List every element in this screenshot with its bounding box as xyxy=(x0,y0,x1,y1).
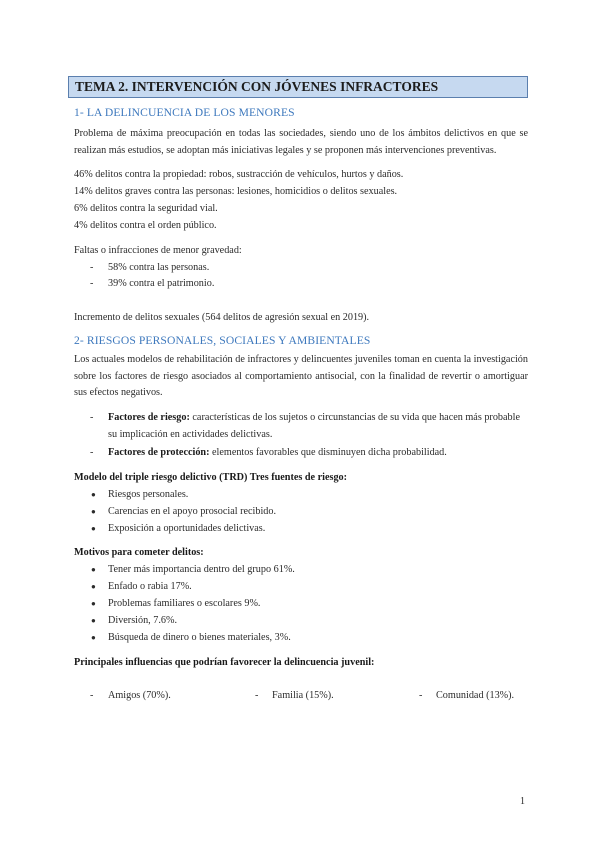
influencia-item: Amigos (70%). xyxy=(108,690,171,701)
stat-line: 46% delitos contra la propiedad: robos, sustracción de vehículos, hurtos y daños. xyxy=(74,169,404,180)
dash-marker: - xyxy=(90,278,94,289)
section2-heading: 2- RIESGOS PERSONALES, SOCIALES Y AMBIENTALES xyxy=(74,334,371,347)
bullet-icon: ● xyxy=(91,565,96,574)
bullet-icon: ● xyxy=(91,507,96,516)
factor-term: Factores de riesgo: xyxy=(108,412,190,423)
motivos-heading: Motivos para cometer delitos: xyxy=(74,547,204,558)
section1-heading: 1- LA DELINCUENCIA DE LOS MENORES xyxy=(74,106,295,119)
factor-text: elementos favorables que disminuyen dicha probabilidad. xyxy=(209,447,447,458)
factor-item xyxy=(108,445,528,462)
section1-intro: Problema de máxima preocupación en todas las sociedades, siendo uno de los ámbitos delictivos en que se realizan más estudios, se adoptan más iniciativas legales y se proponen más intervenciones preventivas. xyxy=(74,128,528,156)
influencias-heading: Principales influencias que podrían favorecer la delincuencia juvenil: xyxy=(74,657,375,668)
motivos-item: Búsqueda de dinero o bienes materiales, 3%. xyxy=(108,632,291,643)
dash-marker: - xyxy=(90,690,94,701)
factor-term: Factores de protección: xyxy=(108,447,210,458)
influencia-item: Familia (15%). xyxy=(272,690,334,701)
dash-marker: - xyxy=(90,447,94,458)
dash-marker: - xyxy=(90,412,94,423)
factor-item xyxy=(108,410,528,443)
document-title: TEMA 2. INTERVENCIÓN CON JÓVENES INFRACTORES xyxy=(68,76,528,98)
bullet-icon: ● xyxy=(91,599,96,608)
trd-item: Exposición a oportunidades delictivas. xyxy=(108,523,266,534)
stat-line: 4% delitos contra el orden público. xyxy=(74,220,217,231)
dash-marker: - xyxy=(419,690,423,701)
stat-line: 14% delitos graves contra las personas: lesiones, homicidios o delitos sexuales. xyxy=(74,186,398,197)
faltas-item: 39% contra el patrimonio. xyxy=(108,278,215,289)
dash-marker: - xyxy=(255,690,259,701)
motivos-item: Diversión, 7.6%. xyxy=(108,615,178,626)
bullet-icon: ● xyxy=(91,633,96,642)
trd-item: Riesgos personales. xyxy=(108,489,189,500)
increment-note: Incremento de delitos sexuales (564 delitos de agresión sexual en 2019). xyxy=(74,312,370,323)
influencia-item: Comunidad (13%). xyxy=(436,690,515,701)
section2-intro: Los actuales modelos de rehabilitación de infractores y delincuentes juveniles toman en cuenta la investigación sobre los factores de riesgo asociados al comportamiento antisocial, con la finalidad de revertir o amortiguar sus efectos negativos. xyxy=(74,354,528,398)
trd-item: Carencias en el apoyo prosocial recibido. xyxy=(108,506,277,517)
factor-text: características de los sujetos o circunstancias de su vida que hacen más probable su implicación en actividades delictivas. xyxy=(108,412,520,440)
motivos-item: Tener más importancia dentro del grupo 61%. xyxy=(108,564,295,575)
bullet-icon: ● xyxy=(91,616,96,625)
stat-line: 6% delitos contra la seguridad vial. xyxy=(74,203,218,214)
faltas-item: 58% contra las personas. xyxy=(108,262,210,273)
page-number: 1 xyxy=(520,796,525,807)
trd-heading: Modelo del triple riesgo delictivo (TRD) Tres fuentes de riesgo: xyxy=(74,472,348,483)
bullet-icon: ● xyxy=(91,490,96,499)
bullet-icon: ● xyxy=(91,582,96,591)
bullet-icon: ● xyxy=(91,524,96,533)
faltas-label: Faltas o infracciones de menor gravedad: xyxy=(74,245,242,256)
motivos-item: Problemas familiares o escolares 9%. xyxy=(108,598,261,609)
motivos-item: Enfado o rabia 17%. xyxy=(108,581,192,592)
dash-marker: - xyxy=(90,262,94,273)
